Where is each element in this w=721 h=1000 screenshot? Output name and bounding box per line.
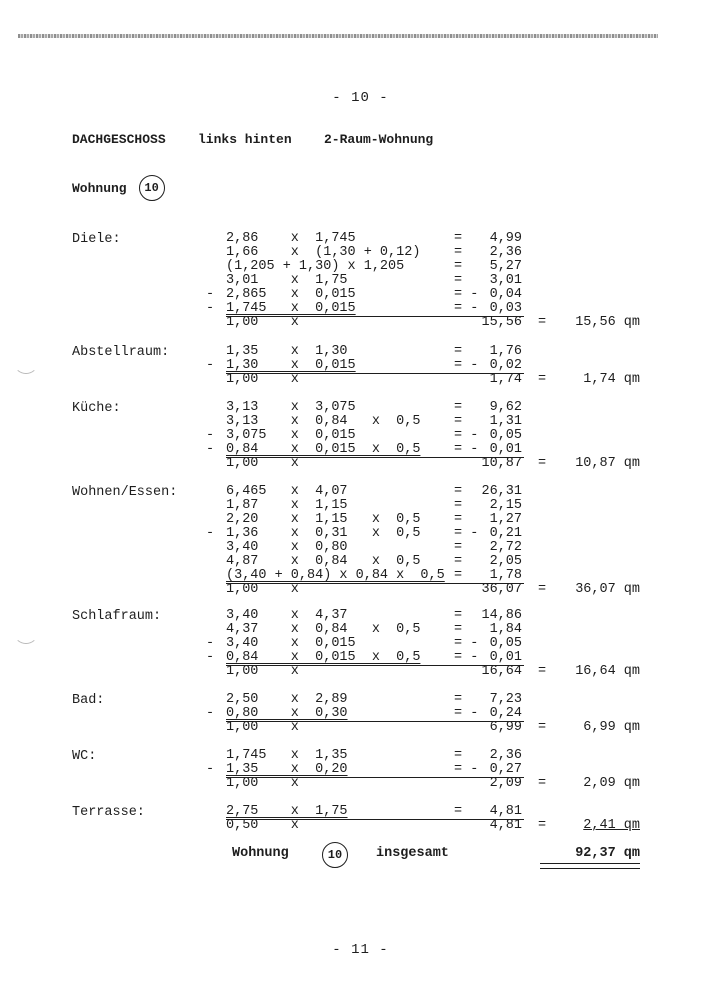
row-eq: = -: [454, 762, 479, 777]
flat-title: [72, 175, 165, 201]
calculation-row: [200, 246, 660, 260]
summary-equals: =: [538, 818, 547, 833]
total-label: Wohnung: [232, 846, 289, 861]
row-sign: -: [206, 762, 215, 777]
calculation-row: [200, 499, 660, 513]
row-sign: -: [206, 428, 215, 443]
row-eq: = -: [454, 526, 479, 541]
row-expr: 1,00 x: [226, 720, 299, 735]
row-sign: -: [206, 358, 215, 373]
calculation-row: [200, 401, 660, 415]
row-eq: =: [454, 344, 463, 359]
row-eq: =: [454, 484, 463, 499]
total-double-rule: [540, 863, 640, 869]
row-expr: 1,00 x: [226, 456, 299, 471]
row-eq: = -: [454, 650, 479, 665]
summary-equals: =: [538, 776, 547, 791]
row-eq: =: [454, 568, 463, 583]
row-eq: =: [454, 804, 463, 819]
room-label: Bad:: [72, 693, 105, 708]
calculation-row: [200, 485, 660, 499]
row-expr: 1,35 x 1,30: [226, 344, 348, 359]
row-eq: =: [454, 608, 463, 623]
row-expr: 1,00 x: [226, 776, 299, 791]
calculation-row: [200, 707, 660, 721]
row-expr: 1,36 x 0,31 x 0,5: [226, 526, 421, 541]
row-res: 2,05: [489, 554, 522, 569]
row-eq: =: [454, 414, 463, 429]
row-eq: = -: [454, 706, 479, 721]
row-expr: 3,075 x 0,015: [226, 428, 356, 443]
calculation-row: [200, 345, 660, 359]
total-flat-number-circle: 10: [322, 842, 348, 868]
row-expr: 2,20 x 1,15 x 0,5: [226, 512, 421, 527]
row-eq: =: [454, 400, 463, 415]
row-sign: -: [206, 650, 215, 665]
row-res: 4,81: [489, 818, 522, 833]
summary-equals: =: [538, 582, 547, 597]
row-eq: =: [454, 748, 463, 763]
calculation-row: [200, 805, 660, 819]
page-number-top: - 10 -: [332, 90, 389, 106]
row-eq: = -: [454, 442, 479, 457]
row-res: 5,27: [489, 259, 522, 274]
summary-equals: =: [538, 664, 547, 679]
room-area-value: 36,07 qm: [575, 582, 640, 597]
position-heading: links hinten: [198, 132, 292, 147]
row-res: 1,27: [489, 512, 522, 527]
flat-number-circle: 10: [139, 175, 165, 201]
calculation-row: [200, 415, 660, 429]
row-eq: = -: [454, 301, 479, 316]
row-expr: 2,50 x 2,89: [226, 692, 348, 707]
row-res: 0,01: [489, 442, 522, 457]
calculation-row: [200, 232, 660, 246]
page-number-bottom: - 11 -: [332, 942, 389, 958]
row-res: 0,05: [489, 428, 522, 443]
row-res: 0,04: [489, 287, 522, 302]
row-res: 26,31: [481, 484, 522, 499]
row-expr: 1,66 x (1,30 + 0,12): [226, 245, 421, 260]
margin-punch-mark: [14, 622, 38, 644]
row-expr: 2,86 x 1,745: [226, 231, 356, 246]
row-res: 4,81: [489, 804, 522, 819]
row-expr: 0,84 x 0,015 x 0,5: [226, 442, 421, 457]
summary-equals: =: [538, 456, 547, 471]
room-area-value: 2,09 qm: [583, 776, 640, 791]
row-res: 0,01: [489, 650, 522, 665]
row-res: 1,84: [489, 622, 522, 637]
row-res: 0,27: [489, 762, 522, 777]
calculation-row: [200, 513, 660, 527]
row-res: 15,56: [481, 315, 522, 330]
row-eq: =: [454, 498, 463, 513]
row-expr: 4,87 x 0,84 x 0,5: [226, 554, 421, 569]
row-res: 1,78: [489, 568, 522, 583]
row-res: 2,36: [489, 245, 522, 260]
calculation-row: [200, 443, 660, 457]
calculation-row: [200, 302, 660, 316]
row-eq: = -: [454, 358, 479, 373]
room-area-value: 16,64 qm: [575, 664, 640, 679]
row-expr: 2,75 x 1,75: [226, 804, 348, 819]
row-eq: =: [454, 273, 463, 288]
row-eq: =: [454, 540, 463, 555]
scan-artifact-line: [18, 34, 658, 38]
row-expr: 1,87 x 1,15: [226, 498, 348, 513]
room-label: WC:: [72, 749, 97, 764]
row-eq: = -: [454, 636, 479, 651]
summary-equals: =: [538, 720, 547, 735]
row-expr: 3,40 x 4,37: [226, 608, 348, 623]
calculation-row: [200, 359, 660, 373]
row-expr: 1,00 x: [226, 582, 299, 597]
row-res: 2,36: [489, 748, 522, 763]
room-area-value: 1,74 qm: [583, 372, 640, 387]
room-area-value: 2,41 qm: [583, 818, 640, 833]
row-res: 2,72: [489, 540, 522, 555]
row-res: 1,31: [489, 414, 522, 429]
calculation-row: [200, 569, 660, 583]
row-res: 10,87: [481, 456, 522, 471]
row-res: 14,86: [481, 608, 522, 623]
row-eq: =: [454, 554, 463, 569]
row-res: 3,01: [489, 273, 522, 288]
row-expr: (1,205 + 1,30) x 1,205: [226, 259, 405, 274]
row-res: 1,74: [489, 372, 522, 387]
margin-punch-mark: [14, 352, 38, 374]
row-expr: 3,13 x 3,075: [226, 400, 356, 415]
row-expr: 0,80 x 0,30: [226, 706, 348, 721]
total-value: 92,37 qm: [575, 846, 640, 861]
row-sign: -: [206, 287, 215, 302]
row-res: 6,99: [489, 720, 522, 735]
row-sign: -: [206, 526, 215, 541]
room-label: Schlafraum:: [72, 609, 162, 624]
row-expr: 0,50 x: [226, 818, 299, 833]
calculation-row: [200, 693, 660, 707]
calculation-row: [200, 749, 660, 763]
row-res: 0,02: [489, 358, 522, 373]
row-res: 9,62: [489, 400, 522, 415]
flat-type-heading: 2-Raum-Wohnung: [324, 132, 434, 147]
row-res: 4,99: [489, 231, 522, 246]
summary-equals: =: [538, 372, 547, 387]
room-label: Wohnen/Essen:: [72, 485, 178, 500]
row-expr: 3,01 x 1,75: [226, 273, 348, 288]
row-expr: 1,00 x: [226, 664, 299, 679]
room-label: Abstellraum:: [72, 345, 170, 360]
room-label: Küche:: [72, 401, 121, 416]
calculation-row: [200, 763, 660, 777]
total-suffix: insgesamt: [376, 846, 449, 861]
calculation-row: [200, 527, 660, 541]
row-eq: =: [454, 692, 463, 707]
summary-equals: =: [538, 315, 547, 330]
room-label: Diele:: [72, 232, 121, 247]
calculation-row: [200, 429, 660, 443]
row-res: 1,76: [489, 344, 522, 359]
row-eq: = -: [454, 428, 479, 443]
calculation-row: [200, 637, 660, 651]
row-expr: 1,745 x 1,35: [226, 748, 348, 763]
room-area-value: 10,87 qm: [575, 456, 640, 471]
room-label: Terrasse:: [72, 805, 145, 820]
room-area-value: 6,99 qm: [583, 720, 640, 735]
row-res: 36,07: [481, 582, 522, 597]
calculation-row: [200, 541, 660, 555]
room-area-value: 15,56 qm: [575, 315, 640, 330]
row-res: 2,15: [489, 498, 522, 513]
row-res: 2,09: [489, 776, 522, 791]
row-res: 0,24: [489, 706, 522, 721]
row-expr: 4,37 x 0,84 x 0,5: [226, 622, 421, 637]
calculation-row: [200, 260, 660, 274]
row-eq: =: [454, 231, 463, 246]
row-expr: 3,13 x 0,84 x 0,5: [226, 414, 421, 429]
row-res: 0,03: [489, 301, 522, 316]
row-expr: 6,465 x 4,07: [226, 484, 348, 499]
calculation-row: [200, 274, 660, 288]
total-flat-number: [322, 842, 348, 868]
row-expr: 1,00 x: [226, 372, 299, 387]
calculation-row: [200, 288, 660, 302]
floor-heading: DACHGESCHOSS: [72, 132, 166, 147]
row-expr: 3,40 x 0,015: [226, 636, 356, 651]
row-expr: 1,745 x 0,015: [226, 301, 356, 316]
row-expr: 2,865 x 0,015: [226, 287, 356, 302]
row-sign: -: [206, 636, 215, 651]
calculation-row: [200, 609, 660, 623]
row-eq: = -: [454, 287, 479, 302]
row-expr: 1,35 x 0,20: [226, 762, 348, 777]
calculation-row: [200, 623, 660, 637]
row-res: 7,23: [489, 692, 522, 707]
row-expr: 1,00 x: [226, 315, 299, 330]
row-eq: =: [454, 622, 463, 637]
row-eq: =: [454, 512, 463, 527]
row-sign: -: [206, 706, 215, 721]
row-res: 0,05: [489, 636, 522, 651]
row-res: 16,64: [481, 664, 522, 679]
row-expr: 1,30 x 0,015: [226, 358, 356, 373]
row-expr: 0,84 x 0,015 x 0,5: [226, 650, 421, 665]
row-expr: 3,40 x 0,80: [226, 540, 348, 555]
flat-label: Wohnung: [72, 180, 127, 196]
row-expr: (3,40 + 0,84) x 0,84 x 0,5: [226, 568, 445, 583]
row-res: 0,21: [489, 526, 522, 541]
row-eq: =: [454, 245, 463, 260]
row-sign: -: [206, 301, 215, 316]
row-eq: =: [454, 259, 463, 274]
calculation-row: [200, 555, 660, 569]
calculation-row: [200, 651, 660, 665]
row-sign: -: [206, 442, 215, 457]
